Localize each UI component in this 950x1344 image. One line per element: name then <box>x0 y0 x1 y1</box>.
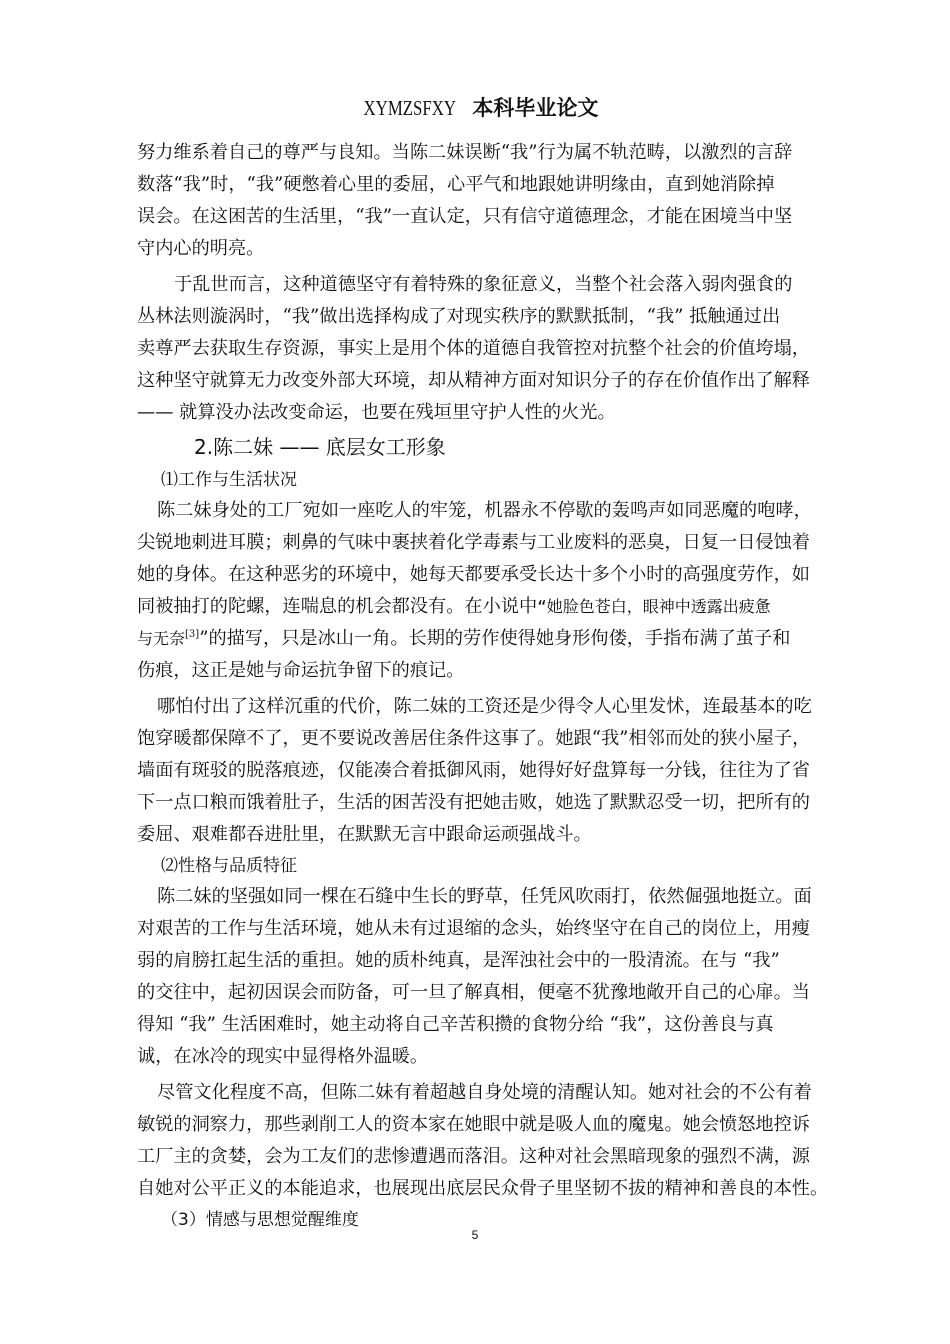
text-line: 这种坚守就算无力改变外部大环境，却从精神方面对知识分子的存在价值作出了解释 <box>137 370 810 391</box>
paragraph-6 <box>137 1077 849 1205</box>
text-line: 哪怕付出了这样沉重的代价，陈二妹的工资还是少得令人心里发怵，连最基本的吃 <box>157 696 812 717</box>
text-segment: ”的描写，只是冰山一角。长期的劳作使得她身形佝偻，手指布满了茧子和 <box>199 628 791 649</box>
citation-ref[interactable]: [3] <box>185 629 200 640</box>
text-line: 陈二妹身处的工厂宛如一座吃人的牢笼，机器永不停歇的轰鸣声如同恶魔的咆哮， <box>157 500 812 521</box>
text-line: 努力维系着自己的尊严与良知。当陈二妹误断“我”行为属不轨范畴，以激烈的言辞 <box>137 142 793 163</box>
header-title: 本科毕业论文 <box>472 96 599 120</box>
text-line: 工厂主的贪婪，会为工友们的悲惨遭遇而落泪。这种对社会黑暗现象的强烈不满，源 <box>137 1146 810 1167</box>
document-body <box>137 137 849 1235</box>
text-line: 于乱世而言，这种道德坚守有着特殊的象征意义，当整个社会落入弱肉强食的 <box>174 274 793 295</box>
text-line <box>137 591 849 623</box>
quoted-text: 与无奈 <box>137 629 186 648</box>
text-line: 伤痕，这正是她与命运抗争留下的痕记。 <box>137 660 465 681</box>
text-line: 敏锐的洞察力，那些剥削工人的资本家在她眼中就是吸人血的魔鬼。她会愤怒地控诉 <box>137 1114 810 1135</box>
text-line: 误会。在这困苦的生活里，“我”一直认定，只有信守道德理念，才能在困境当中坚 <box>137 206 793 227</box>
text-line: 陈二妹的坚强如同一棵在石缝中生长的野草，任凭风吹雨打，依然倔强地挺立。面 <box>157 886 812 907</box>
subsection-heading-2: ⑵性格与品质特征 <box>161 856 297 876</box>
text-line: 尽管文化程度不高，但陈二妹有着超越自身处境的清醒认知。她对社会的不公有着 <box>157 1082 812 1103</box>
text-line: 她的身体。在这种恶劣的环境中，她每天都要承受长达十多个小时的高强度劳作，如 <box>137 564 810 585</box>
subsection-heading-1: ⑴工作与生活状况 <box>161 470 297 490</box>
text-line: 委屈、艰难都吞进肚里，在默默无言中跟命运顽强战斗。 <box>137 824 592 845</box>
page-header <box>0 95 950 121</box>
text-line <box>137 623 849 655</box>
subsection-heading-3: （3）情感与思想觉醒维度 <box>161 1210 359 1230</box>
paragraph-4 <box>137 691 849 851</box>
quoted-text: “她脸色苍白，眼神中透露出疲惫 <box>537 597 771 616</box>
text-line: 丛林法则漩涡时，“我”做出选择构成了对现实秩序的默默抵制，“我” 抵触通过出 <box>137 306 781 327</box>
text-line: 下一点口粮而饿着肚子，生活的困苦没有把她击败，她选了默默忍受一切，把所有的 <box>137 792 810 813</box>
paragraph-1 <box>137 137 849 265</box>
text-segment: 同被抽打的陀螺，连喘息的机会都没有。在小说中 <box>137 596 538 617</box>
text-line: 饱穿暖都保障不了，更不要说改善居住条件这事了。她跟“我”相邻而处的狭小屋子， <box>137 728 811 749</box>
text-line: —— 就算没办法改变命运，也要在残垣里守护人性的火光。 <box>137 402 616 423</box>
section-heading: 2.陈二妹 —— 底层女工形象 <box>194 435 446 459</box>
text-line: 自她对公平正义的本能追求，也展现出底层民众骨子里坚韧不拔的精神和善良的本性。 <box>137 1178 829 1199</box>
text-line: 弱的肩膀扛起生活的重担。她的质朴纯真，是浑浊社会中的一股清流。在与 “我” <box>137 950 780 971</box>
text-line: 的交往中，起初因误会而防备，可一旦了解真相，便毫不犹豫地敞开自己的心扉。当 <box>137 982 810 1003</box>
text-line: 对艰苦的工作与生活环境，她从未有过退缩的念头，始终坚守在自己的岗位上，用瘦 <box>137 918 810 939</box>
text-line: 数落“我”时，“我”硬憋着心里的委屈，心平气和地跟她讲明缘由，直到她消除掉 <box>137 174 775 195</box>
paragraph-3 <box>137 495 849 687</box>
text-line: 诚，在冰冷的现实中显得格外温暖。 <box>137 1046 429 1067</box>
text-line: 尖锐地刺进耳膜；刺鼻的气味中裹挟着化学毒素与工业废料的恶臭，日复一日侵蚀着 <box>137 532 810 553</box>
header-school-code: XYMZSFXY <box>363 96 456 120</box>
text-line: 墙面有斑驳的脱落痕迹，仅能凑合着抵御风雨，她得好好盘算每一分钱，往往为了省 <box>137 760 810 781</box>
text-line: 守内心的明亮。 <box>137 238 265 259</box>
paragraph-5 <box>137 881 849 1073</box>
text-line: 得知 “我” 生活困难时，她主动将自己辛苦积攒的食物分给 “我”，这份善良与真 <box>137 1014 774 1035</box>
page-number: 5 <box>471 1228 479 1242</box>
text-line: 卖尊严去获取生存资源，事实上是用个体的道德自我管控对抗整个社会的价值垮塌， <box>137 338 810 359</box>
paragraph-2 <box>137 269 849 429</box>
